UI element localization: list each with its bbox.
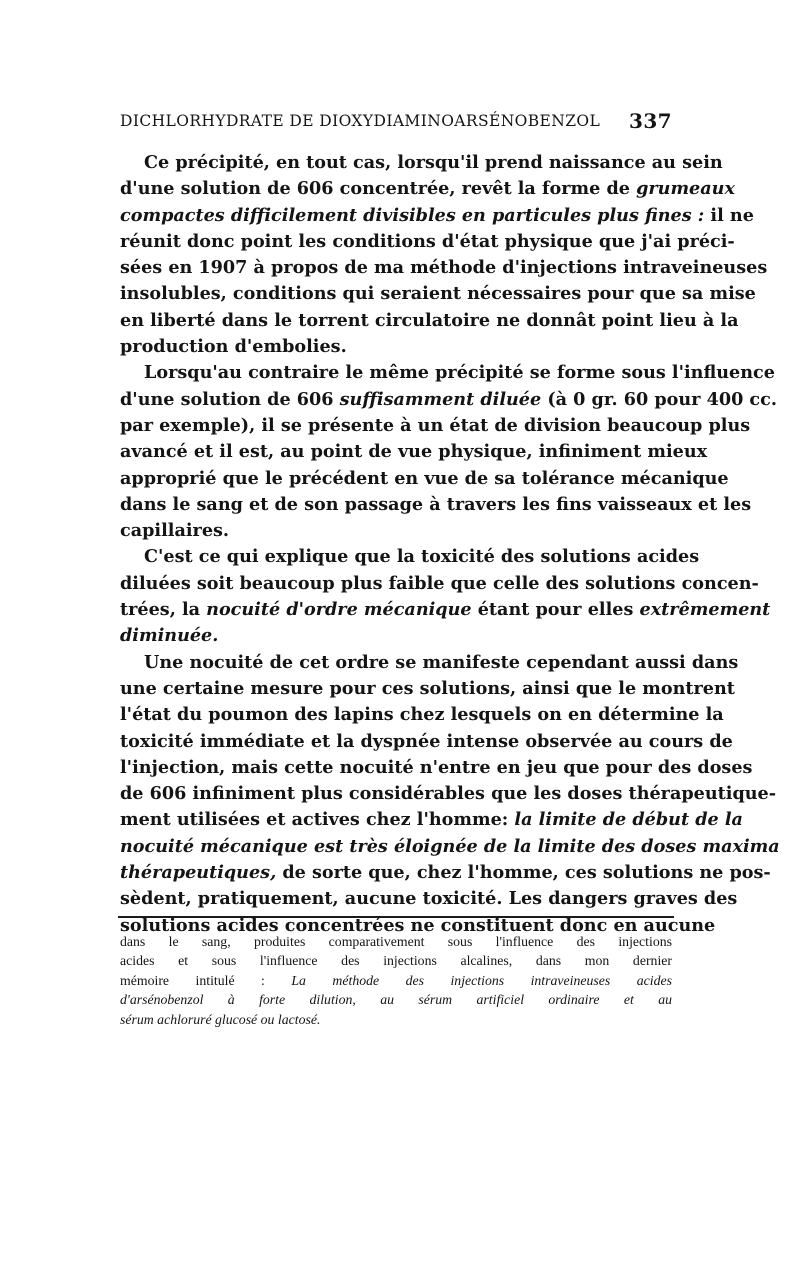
italic-run: d'arsénobenzol à forte dilution, au sérum artificiel ordinaire et au <box>120 992 672 1008</box>
italic-run: grumeaux <box>636 178 735 200</box>
text-run: d'une solution de 606 concentrée, revêt la forme de <box>120 178 637 200</box>
text-line <box>120 781 777 807</box>
text-run: dans le sang, produites comparativement sous l'influence des injections <box>120 934 672 949</box>
text-run: diluées soit beaucoup plus faible que celle des solutions concen- <box>120 572 759 594</box>
text-run: d'une solution de 606 <box>120 388 340 410</box>
text-run: l'injection, mais cette nocuité n'entre en jeu que pour des doses <box>120 756 753 778</box>
italic-run: suffisamment diluée <box>339 388 542 410</box>
text-line <box>120 281 756 307</box>
text-run: de sorte que, chez l'homme, ces solutions ne pos- <box>276 862 771 884</box>
paragraph <box>120 360 777 544</box>
italic-run: compactes difficilement divisibles en particules plus fines : <box>120 204 705 226</box>
text-run: sées en 1907 à propos de ma méthode d'injections intraveineuses <box>120 257 768 279</box>
running-head <box>120 109 672 138</box>
paragraph <box>120 650 780 939</box>
text-line <box>120 990 672 1009</box>
text-line <box>120 1010 672 1029</box>
text-run: de 606 infiniment plus considérables que les doses thérapeutique- <box>120 783 777 805</box>
italic-run: extrêmement <box>639 599 771 621</box>
text-line <box>120 308 739 334</box>
text-line <box>120 886 738 912</box>
text-run: C'est ce qui explique que la toxicité des solutions acides <box>144 546 700 568</box>
text-run: il ne <box>704 204 754 226</box>
text-run: insolubles, conditions qui seraient nécessaires pour que sa mise <box>120 283 756 305</box>
paragraph <box>120 150 768 360</box>
text-line <box>120 971 672 990</box>
italic-run: sérum achloruré glucosé ou lactosé. <box>120 1011 321 1027</box>
text-run: étant pour elles <box>471 599 640 621</box>
text-run: production d'embolies. <box>120 336 347 358</box>
italic-run: thérapeutiques, <box>120 862 277 884</box>
text-line <box>120 807 743 833</box>
text-line <box>120 150 723 176</box>
text-line <box>120 334 672 360</box>
text-line <box>120 676 735 702</box>
running-head-title: DICHLORHYDRATE DE DIOXYDIAMINOARSÉNOBENZOL <box>120 112 601 130</box>
paragraph <box>120 544 771 649</box>
text-line <box>120 176 735 202</box>
text-line <box>120 834 780 860</box>
text-run: mémoire intitulé : <box>120 972 292 988</box>
text-line <box>120 860 771 886</box>
text-line <box>120 702 724 728</box>
text-line <box>120 623 672 649</box>
text-line <box>120 387 777 413</box>
text-line <box>120 466 729 492</box>
italic-run: diminuée. <box>120 625 219 647</box>
italic-run: La méthode des injections intraveineuses acides <box>291 972 672 988</box>
text-line <box>120 360 775 386</box>
text-line <box>120 544 700 570</box>
text-line <box>120 729 733 755</box>
text-line <box>120 413 751 439</box>
text-line <box>120 492 752 518</box>
text-line <box>120 518 672 544</box>
text-run: Lorsqu'au contraire le même précipité se forme sous l'influence <box>144 362 775 384</box>
text-run: dans le sang et de son passage à travers les fins vaisseaux et les <box>120 493 752 515</box>
text-line <box>120 229 735 255</box>
text-run: approprié que le précédent en vue de sa tolérance mécanique <box>120 467 729 489</box>
italic-run: nocuité mécanique est très éloignée de la limite des doses maxima <box>120 835 780 857</box>
text-run: par exemple), il se présente à un état de division beaucoup plus <box>120 414 751 436</box>
text-run: Une nocuité de cet ordre se manifeste cependant aussi dans <box>144 651 739 673</box>
italic-run: nocuité d'ordre mécanique <box>206 599 472 621</box>
text-run: solutions acides concentrées ne constituent donc en aucune <box>120 914 716 936</box>
page-number: 337 <box>629 109 672 133</box>
italic-run: la limite de début de la <box>514 809 743 831</box>
text-run: toxicité immédiate et la dyspnée intense observée au cours de <box>120 730 733 752</box>
text-line <box>120 650 739 676</box>
text-line <box>120 203 754 229</box>
text-line <box>120 571 759 597</box>
text-line <box>120 755 753 781</box>
text-line <box>120 439 708 465</box>
text-run: l'état du poumon des lapins chez lesquels on en détermine la <box>120 704 724 726</box>
text-run: sèdent, pratiquement, aucune toxicité. Les dangers graves des <box>120 888 738 910</box>
text-line <box>120 932 672 951</box>
text-line <box>120 597 771 623</box>
main-text <box>120 150 780 939</box>
text-run: (à 0 gr. 60 pour 400 cc. <box>541 388 777 410</box>
footnote-rule <box>118 916 674 918</box>
text-run: en liberté dans le torrent circulatoire ne donnât point lieu à la <box>120 309 739 331</box>
footnote <box>120 932 672 1029</box>
text-line <box>120 255 768 281</box>
text-run: trées, la <box>120 599 207 621</box>
text-run: ment utilisées et actives chez l'homme: <box>120 809 515 831</box>
text-run: capillaires. <box>120 520 230 542</box>
text-run: une certaine mesure pour ces solutions, ainsi que le montrent <box>120 677 735 699</box>
text-run: avancé et il est, au point de vue physique, infiniment mieux <box>120 441 708 463</box>
text-run: Ce précipité, en tout cas, lorsqu'il prend naissance au sein <box>144 152 723 173</box>
text-run: réunit donc point les conditions d'état physique que j'ai préci- <box>120 230 735 252</box>
text-run: acides et sous l'influence des injections alcalines, dans mon dernier <box>120 953 672 969</box>
text-line <box>120 951 672 970</box>
